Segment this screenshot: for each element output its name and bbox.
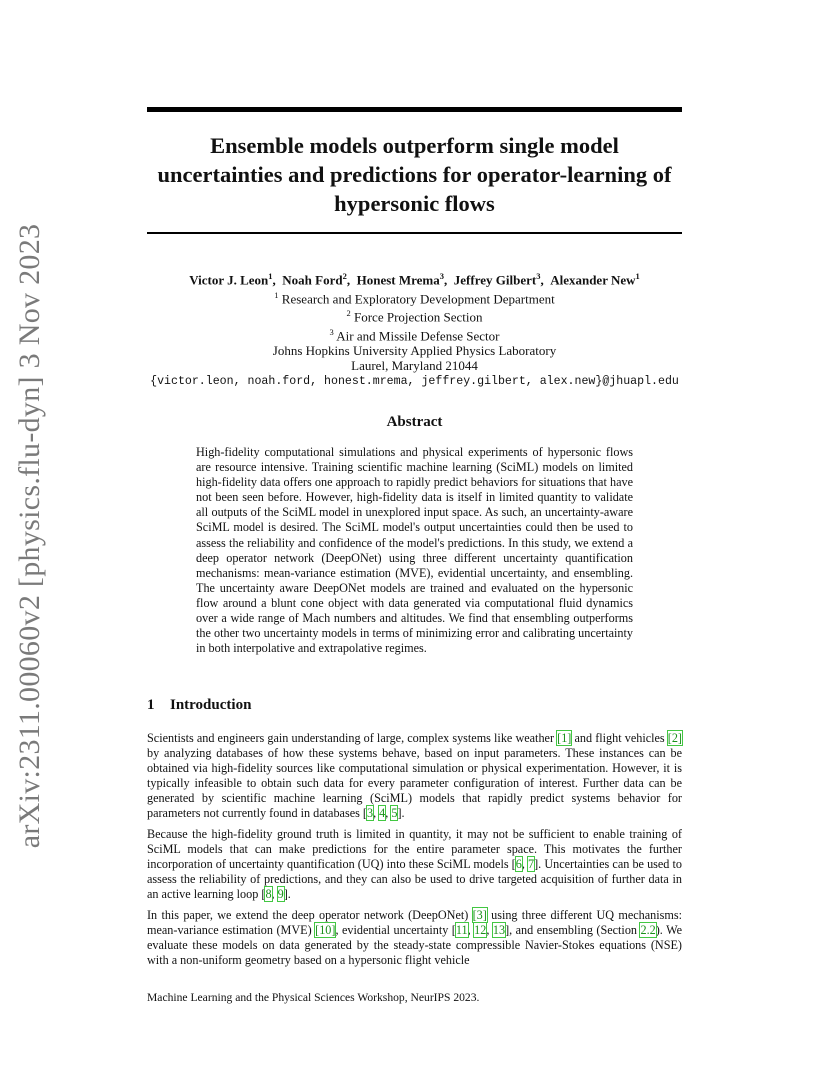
affiliation [120,306,709,325]
citation-link[interactable]: [3] [472,908,487,923]
author-name: Victor J. Leon [189,272,269,288]
citation-link[interactable]: 9 [277,887,284,902]
paragraph-text: ). We evaluate these models on data generated by the steady-state compressible Navier-Stokes equations (NSE) with a non-uniform geometry based on a hypersonic flight vehicle [147,923,683,968]
arxiv-identifier [2,223,58,849]
body-paragraph [147,827,682,902]
paragraph-text: using three different UQ mechanisms: mean-variance estimation (MVE) [147,908,682,938]
affiliation-text: Air and Missile Defense Sector [333,327,500,343]
institution: Johns Hopkins University Applied Physics Laboratory [272,343,557,359]
author-names: Victor J. Leon$^1$, Noah Ford$^2$, Honest Mrema$^3$, Jeffrey Gilbert$^3$, Alexander New$^1$ [189,271,640,288]
citation-link[interactable]: 5 [391,806,398,821]
citation-link[interactable]: 4 [379,806,386,821]
title-rule-bottom [147,232,682,234]
paragraph-text: Because the high-fidelity ground truth is limited in quantity, it may not be sufficient to enable training of SciML models that can make predictions for the entire parameter space. This motivates the further incorporation of uncertainty quantification (UQ) into these SciML models [ [147,827,682,872]
citation-link[interactable]: 7 [528,857,535,872]
citation-link[interactable]: [2] [667,731,682,745]
section-title: Introduction [170,697,252,713]
author-affiliation-mark: 3 [536,271,541,281]
author-emails: {victor.leon, noah.ford, honest.mrema, jeffrey.gilbert, alex.new}@jhuapl.edu [150,374,679,388]
paragraph-text: ]. [283,887,291,902]
affiliation-list [120,288,709,344]
affiliation-number: 3 [329,326,334,337]
paragraph-text: , [271,887,278,902]
author-affiliation-mark: 3 [439,271,445,281]
paragraph-text: ]. [397,806,405,821]
paragraph-text: Scientists and engineers gain understanding of large, complex systems like weather [147,731,558,745]
paragraph-text: , [486,923,493,938]
section-heading [147,697,251,714]
citation-link[interactable]: 11 [455,923,468,938]
introduction-body [147,731,682,974]
affiliation [120,325,709,344]
abstract-text: High-fidelity computational simulations and physical experiments of hypersonic flows are resource intensive. Training scientific machine learning (SciML) models on limited high-fidelity data offers one approach to rapidly predict behaviors for situations that have not been seen before. However, high-fidelity data is itself in limited quantity to validate all outputs of the SciML model in unexplored input space. As such, an uncertainty-aware SciML model is desired. The SciML model's output uncertainties could then be used to assess the reliability and confidence of the model's predictions. In this study, we extend a deep operator network (DeepONet) using three different uncertainty quantification mechanisms: mean-variance estimation (MVE), evidential uncertainty, and ensembling. The uncertainty aware DeepONet models are trained and evaluated on the hypersonic flow around a blunt cone object with data generated via computational fluid dynamics over a wide range of Mach numbers and altitudes. We find that ensembling outperforms the other two uncertainty models in terms of minimizing error and calibrating uncertainty in both interpolative and extrapolative regimes. [196,445,633,656]
paragraph-text: ], and ensembling (Section [505,923,641,938]
citation-link[interactable]: 3 [366,806,374,821]
body-paragraph [147,908,682,968]
paragraph-text: by analyzing databases of how these systems behave, based on input parameters. These instances can be obtained via high-fidelity sources like computational simulation or physical experimentation. However, it is typically infeasible to obtain such data for every parameter configuration of interest. Further data can be generated by scientific machine learning (SciML) models that rapidly predict systems behavior for parameters not currently found in databases [ [147,746,682,821]
citation-link[interactable]: 8 [265,887,272,902]
author-name: Honest Mrema [356,272,440,288]
paragraph-text: and flight vehicles [571,731,668,745]
author-name: Alexander New [550,272,636,288]
paragraph-text: , [373,806,380,821]
body-paragraph [147,731,682,822]
author-affiliation-mark: 1 [635,271,640,281]
affiliation-number: 1 [274,289,279,300]
affiliation-text: Research and Exploratory Development Department [278,290,555,306]
citation-link[interactable]: 6 [515,857,522,872]
author-name: Jeffrey Gilbert [453,272,537,288]
author-block [120,269,709,389]
author-name: Noah Ford [282,272,343,288]
citation-link[interactable]: 13 [492,923,506,938]
venue-footer: Machine Learning and the Physical Sciences Workshop, NeurIPS 2023. [147,991,480,1004]
section-number: 1 [147,697,155,713]
paragraph-text: ]. Uncertainties can be used to assess the reliability of predictions, and they can also be used to drive targeted acquisition of further data in an active learning loop [ [147,857,683,902]
citation-link[interactable]: [1] [557,731,572,745]
affiliation [120,288,709,307]
paragraph-text: , [467,923,475,938]
abstract-heading: Abstract [386,414,443,430]
citation-link[interactable]: [10] [315,923,336,938]
citation-link[interactable]: 2.2 [640,923,656,938]
paragraph-text: , [385,806,392,821]
arxiv-identifier-text: arXiv:2311.00060v2 [physics.flu-dyn] 3 Nov 2023 [13,223,46,849]
location: Laurel, Maryland 21044 [351,358,478,374]
paragraph-text: In this paper, we extend the deep operator network (DeepONet) [147,908,473,923]
paper-title: Ensemble models outperform single model uncertainties and predictions for operator-learning of hypersonic flows [157,133,672,216]
paragraph-text: , evidential uncertainty [ [335,923,456,938]
affiliation-number: 2 [346,308,351,319]
title-rule-top [147,107,682,112]
author-affiliation-mark: 1 [268,271,273,281]
paragraph-text: , [521,857,529,872]
citation-link[interactable]: 12 [474,923,487,938]
author-affiliation-mark: 2 [342,271,347,281]
affiliation-text: Force Projection Section [350,309,483,325]
